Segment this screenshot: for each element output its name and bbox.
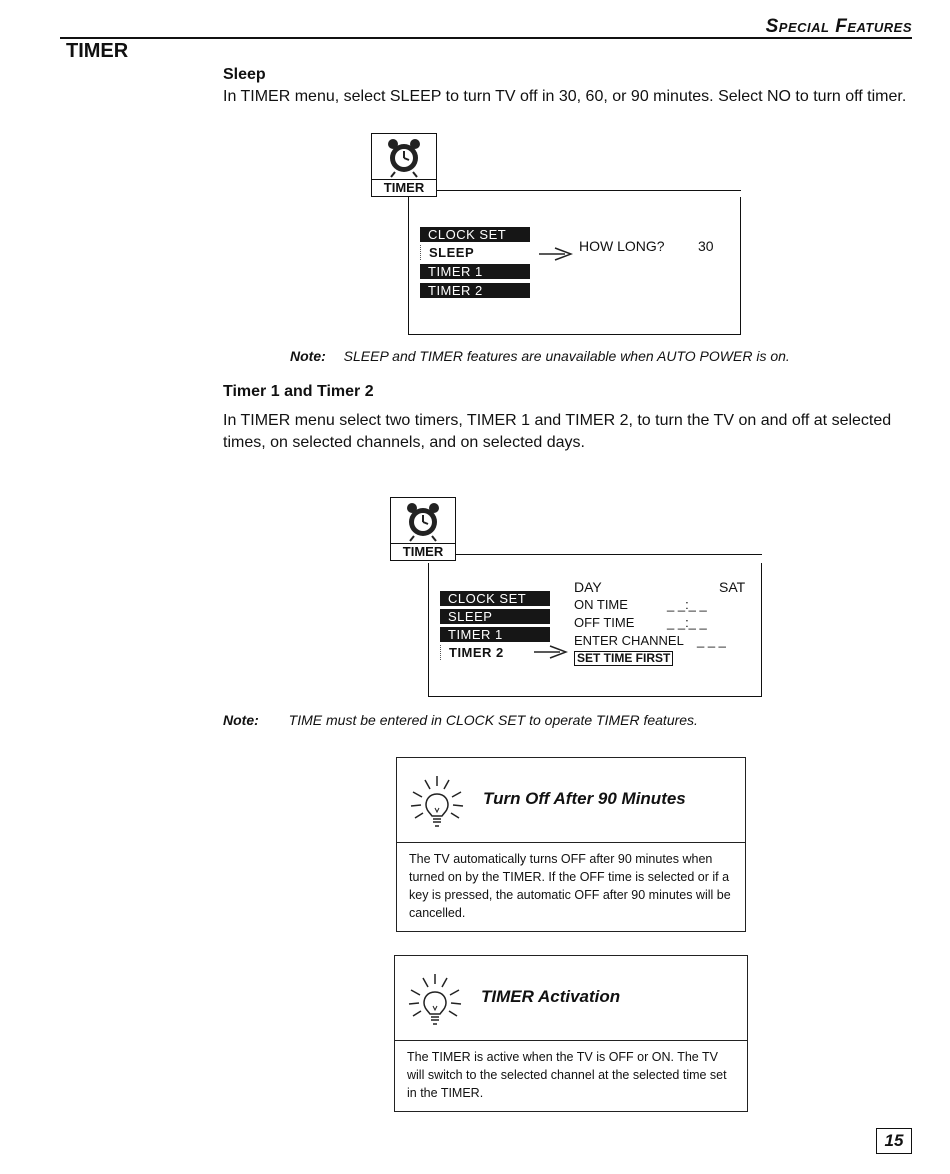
selection-arrow-icon (537, 247, 573, 261)
tip-box-90-minutes (396, 757, 746, 932)
lightbulb-icon (407, 772, 467, 834)
sleep-prompt: HOW LONG? (579, 238, 665, 254)
tip-header (395, 956, 747, 1041)
tip-body: The TV automatically turns OFF after 90 minutes when turned on by the TIMER. If the OFF time is selected or if a key is pressed, the automatic OFF after 90 minutes will be cancelled. (409, 852, 731, 920)
tip-title: TIMER Activation (481, 987, 621, 1006)
lightbulb-icon (405, 970, 465, 1032)
osd-icon-label: TIMER (391, 543, 455, 560)
sleep-value: 30 (698, 238, 714, 254)
day-label: DAY (574, 579, 602, 595)
menu-item-timer-2: TIMER 2 (440, 645, 550, 660)
osd-frame-top (437, 190, 741, 191)
day-value: SAT (719, 579, 746, 595)
timer-osd-icon-2 (390, 497, 456, 561)
menu-item-timer-2: TIMER 2 (420, 283, 530, 298)
menu-item-clock-set: CLOCK SET (420, 227, 530, 242)
running-header: Special Features (765, 16, 912, 37)
timers-body: In TIMER menu select two timers, TIMER 1 and TIMER 2, to turn the TV on and off at selected times, on selected channels, and on selected days. (223, 412, 892, 451)
menu-item-sleep: SLEEP (420, 245, 530, 260)
tip-header (397, 758, 745, 843)
off-time-label: OFF TIME (574, 615, 635, 630)
tip-box-timer-activation (394, 955, 748, 1112)
channel-label: ENTER CHANNEL (574, 633, 684, 648)
selection-arrow-icon (532, 645, 568, 659)
note-text: TIME must be entered in CLOCK SET to operate TIMER features. (288, 712, 698, 728)
timer-osd-screen (390, 497, 762, 702)
timers-heading: Timer 1 and Timer 2 (223, 383, 374, 400)
sleep-osd-screen (371, 133, 741, 338)
sleep-heading: Sleep (223, 66, 266, 83)
menu-item-timer-1: TIMER 1 (420, 264, 530, 279)
on-time-value: _ _:_ _ (667, 597, 707, 612)
off-time-value: _ _:_ _ (667, 615, 707, 630)
menu-item-timer-1: TIMER 1 (440, 627, 550, 642)
timer-osd-icon (371, 133, 437, 197)
set-time-first-warning: SET TIME FIRST (574, 651, 673, 666)
tip-title: Turn Off After 90 Minutes (483, 789, 686, 808)
osd-frame (428, 563, 762, 697)
osd-icon-label: TIMER (372, 179, 436, 196)
channel-value: _ _ _ (697, 633, 726, 648)
menu-item-clock-set: CLOCK SET (440, 591, 550, 606)
page-number: 15 (876, 1128, 912, 1154)
alarm-clock-icon (404, 500, 442, 542)
menu-item-sleep: SLEEP (440, 609, 550, 624)
sleep-body: In TIMER menu, select SLEEP to turn TV off in 30, 60, or 90 minutes. Select NO to turn off timer. (223, 88, 907, 105)
alarm-clock-icon (385, 136, 423, 178)
note-label: Note: (223, 712, 259, 728)
timers-note (223, 712, 698, 728)
section-title: TIMER (66, 40, 129, 62)
osd-frame-top (456, 554, 762, 555)
header-rule (60, 37, 912, 39)
on-time-label: ON TIME (574, 597, 628, 612)
note-label: Note: (290, 348, 326, 364)
sleep-note (290, 348, 790, 364)
note-text: SLEEP and TIMER features are unavailable when AUTO POWER is on. (343, 348, 790, 364)
osd-frame (408, 197, 741, 335)
tip-body: The TIMER is active when the TV is OFF or ON. The TV will switch to the selected channel at the selected time set in the TIMER. (407, 1050, 727, 1100)
